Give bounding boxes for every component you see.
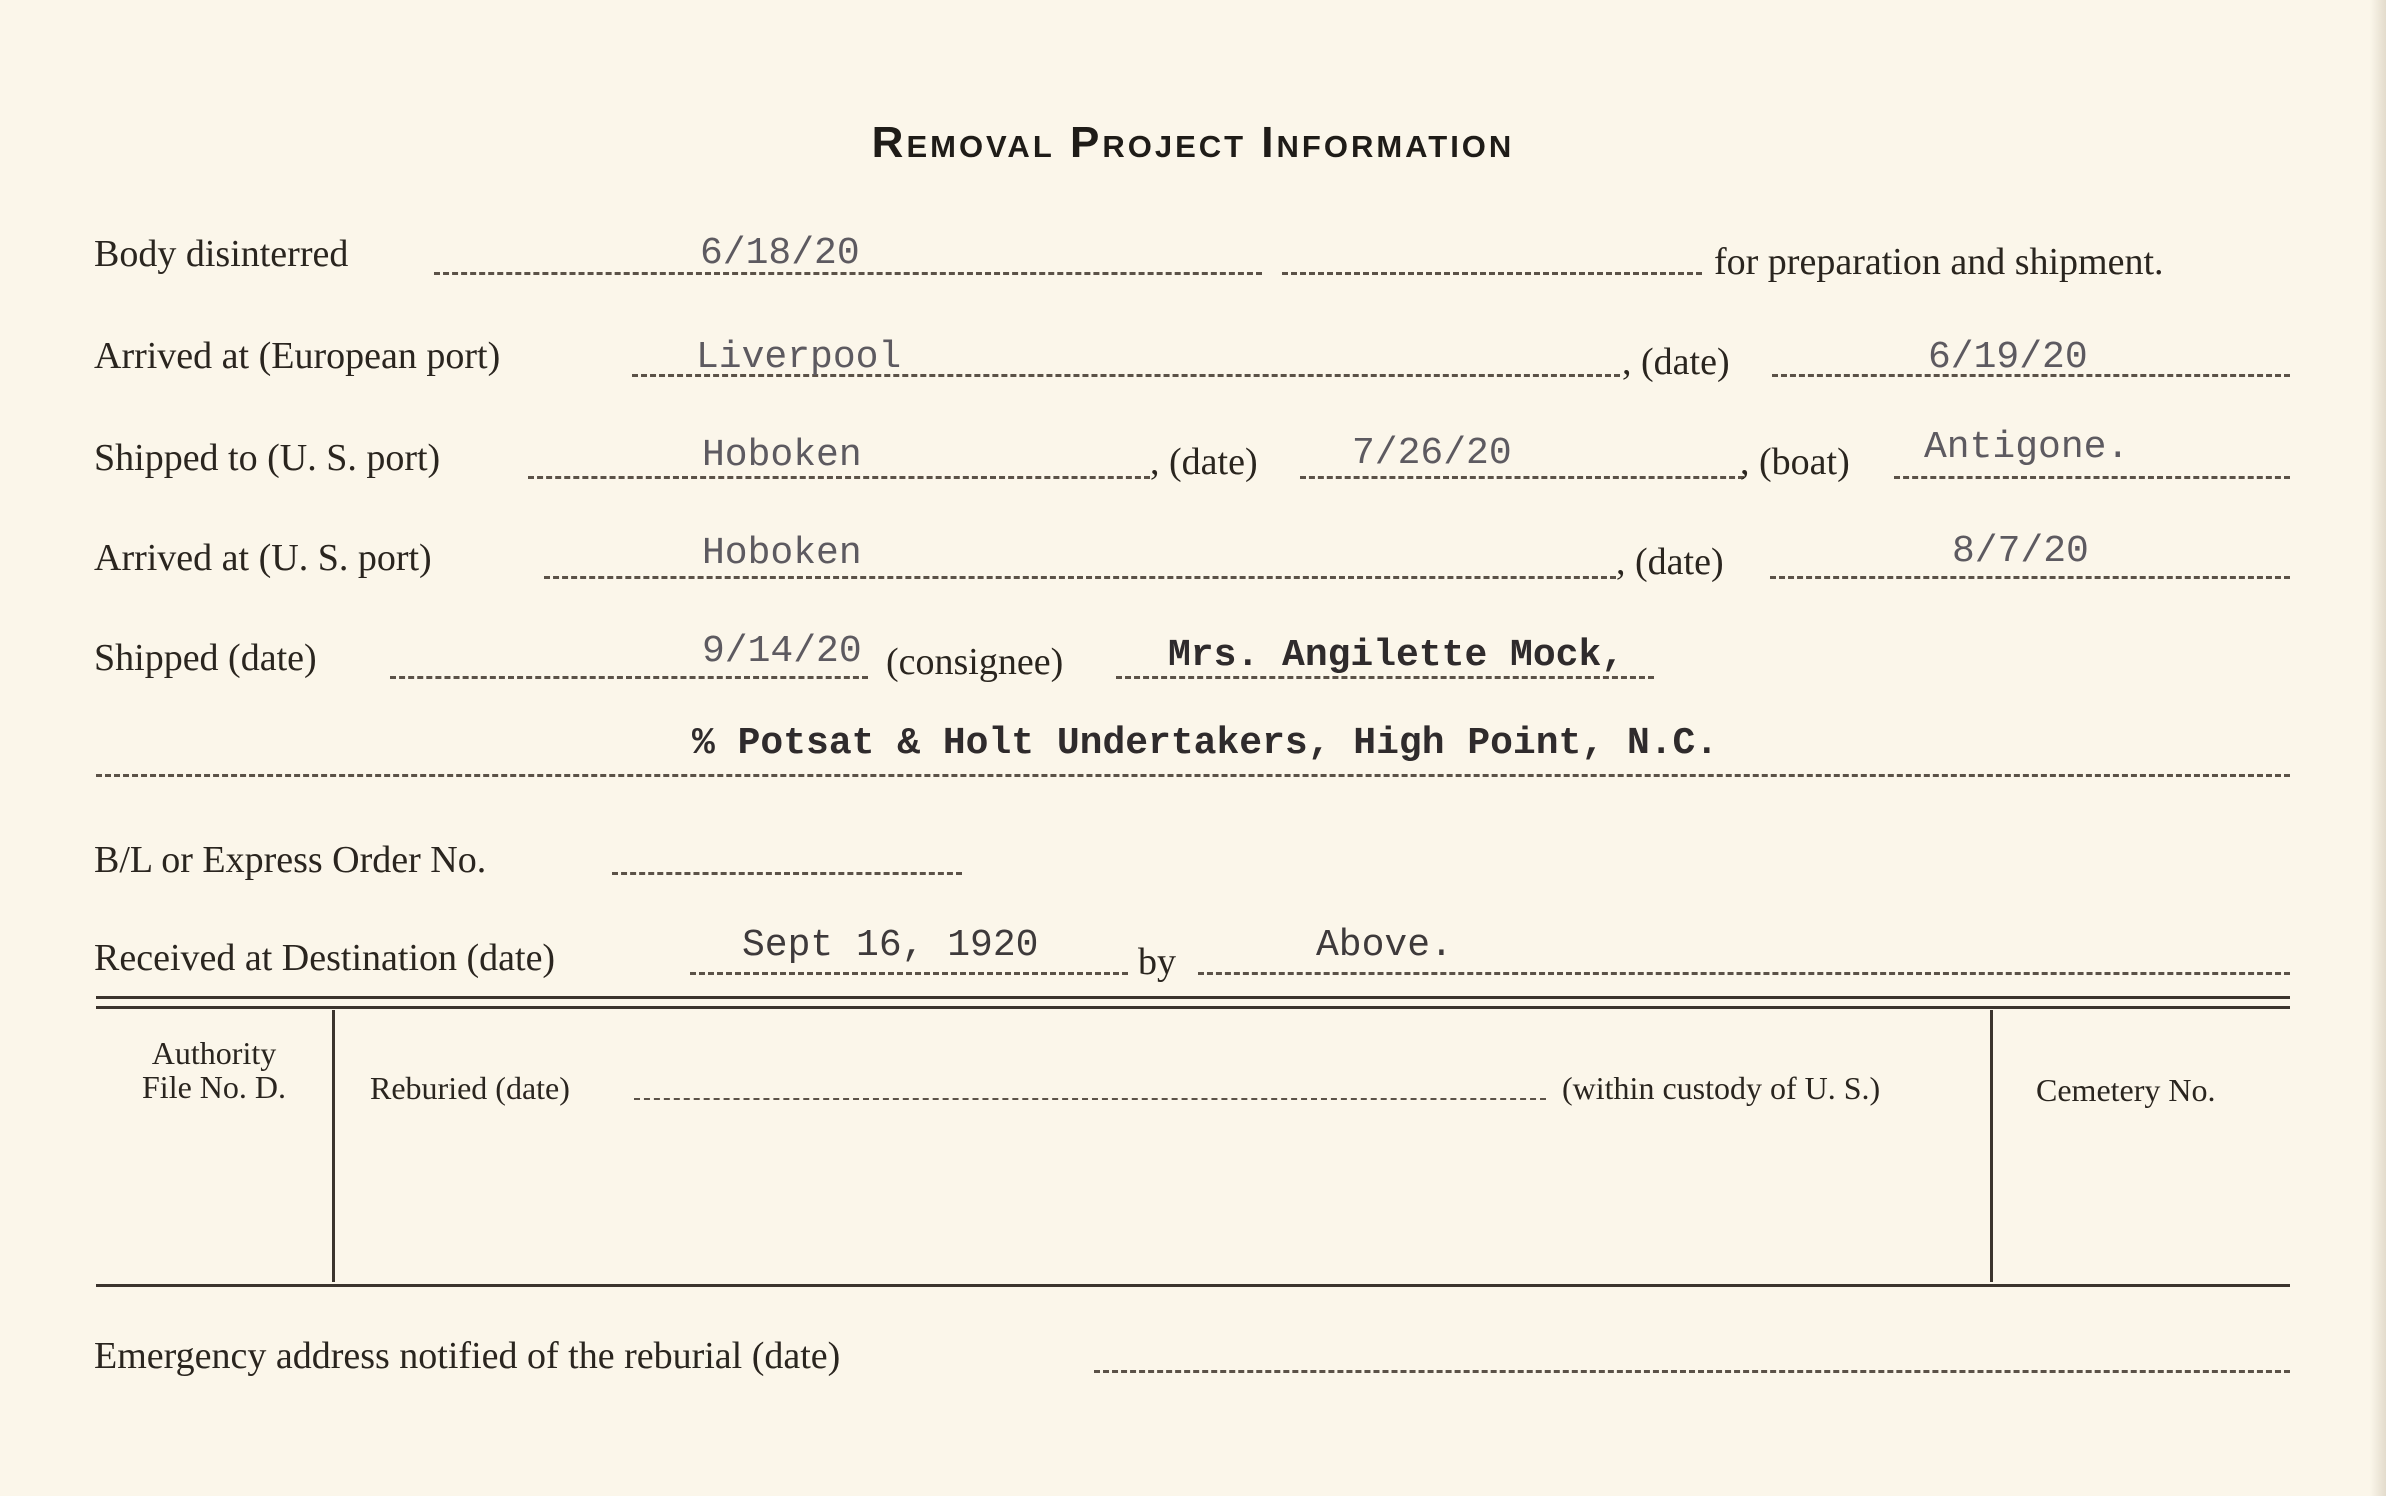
authority-label-line2: File No. D. — [142, 1069, 286, 1105]
shipped-to-date-value: 7/26/20 — [1352, 432, 1512, 475]
received-line — [690, 972, 1128, 975]
table-divider-right — [1990, 1010, 1993, 1282]
boat-line — [1894, 476, 2290, 479]
by-label: by — [1138, 941, 1176, 983]
received-date: Sept 16, 1920 — [742, 924, 1039, 967]
reburied-label: Reburied (date) — [370, 1070, 570, 1106]
us-port-label: Arrived at (U. S. port) — [94, 537, 432, 579]
consignee-address-line — [96, 774, 2290, 777]
preparation-label: for preparation and shipment. — [1714, 241, 2164, 283]
emergency-line — [1094, 1370, 2290, 1373]
consignee-address: % Potsat & Holt Undertakers, High Point, N.C. — [692, 722, 1719, 765]
us-date-label: , (date) — [1616, 541, 1724, 583]
authority-label-line1: Authority — [151, 1035, 277, 1071]
by-line — [1198, 972, 2290, 975]
us-port-value: Hoboken — [702, 532, 862, 575]
consignee-label: (consignee) — [886, 641, 1064, 683]
shipped-to-date-line — [1300, 476, 1744, 479]
consignee-value: Mrs. Angilette Mock, — [1168, 634, 1625, 677]
boat-value: Antigone. — [1924, 426, 2130, 469]
authority-label — [100, 1036, 328, 1104]
shipped-date-value: 9/14/20 — [702, 630, 862, 673]
bl-line — [612, 872, 962, 875]
boat-label: , (boat) — [1740, 441, 1850, 483]
us-date-value: 8/7/20 — [1952, 530, 2089, 573]
card-edge-shadow — [2370, 0, 2386, 1496]
shipped-date-label: Shipped (date) — [94, 637, 317, 679]
table-divider-left — [332, 1010, 335, 1282]
bl-label: B/L or Express Order No. — [94, 839, 487, 881]
table-top-rule-2 — [96, 1006, 2290, 1009]
us-date-line — [1770, 576, 2290, 579]
european-date-value: 6/19/20 — [1928, 336, 2088, 379]
by-value: Above. — [1316, 924, 1453, 967]
disinterred-date: 6/18/20 — [700, 232, 860, 275]
received-label: Received at Destination (date) — [94, 937, 556, 979]
cemetery-label: Cemetery No. — [2036, 1072, 2216, 1108]
disinterred-line-2 — [1282, 272, 1702, 275]
shipped-to-date-label: , (date) — [1150, 441, 1258, 483]
custody-label: (within custody of U. S.) — [1562, 1070, 1881, 1106]
european-port-value: Liverpool — [696, 336, 902, 379]
table-bottom-rule — [96, 1284, 2290, 1287]
disinterred-label: Body disinterred — [94, 233, 349, 275]
emergency-label: Emergency address notified of the reburial (date) — [94, 1335, 841, 1377]
european-date-label: , (date) — [1622, 341, 1730, 383]
card-title: Removal Project Information — [871, 118, 1515, 167]
table-top-rule — [96, 996, 2290, 999]
reburied-line — [634, 1098, 1546, 1100]
us-port-line — [544, 576, 1616, 579]
european-port-label: Arrived at (European port) — [94, 335, 501, 377]
shipped-date-line — [390, 676, 868, 679]
shipped-to-value: Hoboken — [702, 434, 862, 477]
shipped-to-label: Shipped to (U. S. port) — [94, 437, 441, 479]
